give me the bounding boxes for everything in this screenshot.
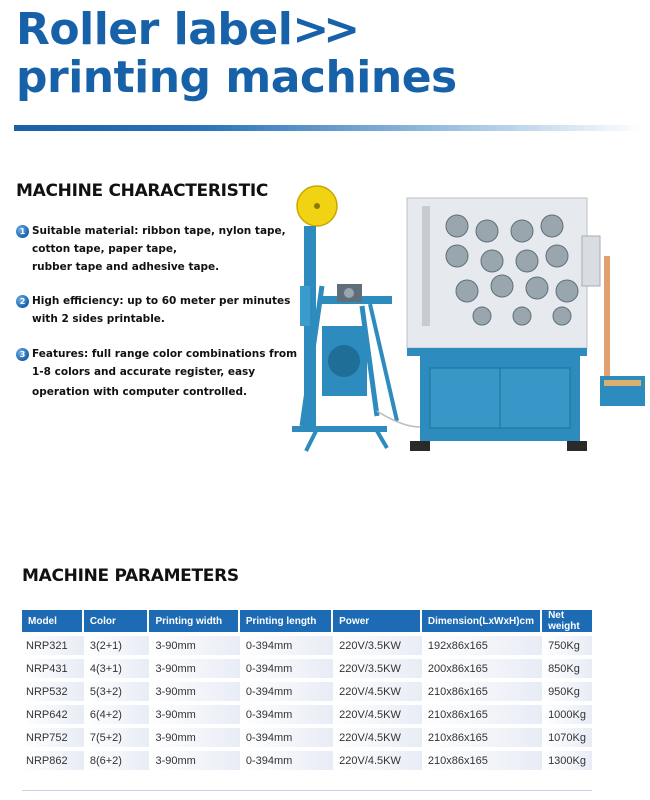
table-cell: 0-394mm xyxy=(240,659,333,678)
table-cell: 210x86x165 xyxy=(422,682,542,701)
table-row xyxy=(22,659,592,678)
table-cell: 220V/4.5KW xyxy=(333,751,422,770)
table-row xyxy=(22,728,592,747)
feature-line: Suitable material: ribbon tape, nylon tape, xyxy=(32,225,286,237)
table-cell: 0-394mm xyxy=(240,636,333,655)
title-line-1 xyxy=(16,6,457,54)
feature-line: with 2 sides printable. xyxy=(32,313,165,325)
table-cell: 192x86x165 xyxy=(422,636,542,655)
feature-line: Features: full range color combinations from xyxy=(32,348,298,360)
table-cell: 3-90mm xyxy=(149,728,239,747)
feature-line: High efficiency: up to 60 meter per minutes xyxy=(32,295,291,307)
table-cell: 3-90mm xyxy=(149,659,239,678)
table-cell: 850Kg xyxy=(542,659,592,678)
machine-illustration xyxy=(282,176,648,458)
feature-line: 1-8 colors and accurate register, easy xyxy=(32,366,256,378)
table-cell: 220V/4.5KW xyxy=(333,728,422,747)
table-row xyxy=(22,636,592,655)
parameters-table xyxy=(22,606,592,774)
table-cell: NRP752 xyxy=(22,728,84,747)
parameters-heading: MACHINE PARAMETERS xyxy=(22,566,239,586)
column-header: Printing width xyxy=(149,610,239,632)
table-cell: NRP862 xyxy=(22,751,84,770)
table-cell: 210x86x165 xyxy=(422,728,542,747)
printing-unit xyxy=(407,198,645,451)
table-cell: 950Kg xyxy=(542,682,592,701)
page-title xyxy=(16,6,457,102)
table-cell: 0-394mm xyxy=(240,728,333,747)
table-row xyxy=(22,705,592,724)
bottom-divider xyxy=(22,790,592,791)
table-cell: 3-90mm xyxy=(149,682,239,701)
table-cell: NRP321 xyxy=(22,636,84,655)
table-cell: 3-90mm xyxy=(149,705,239,724)
unwind-stand xyxy=(292,186,397,451)
table-cell: 1070Kg xyxy=(542,728,592,747)
table-cell: 0-394mm xyxy=(240,705,333,724)
table-cell: 1000Kg xyxy=(542,705,592,724)
number-badge-icon: 2 xyxy=(16,295,29,308)
table-cell: 3-90mm xyxy=(149,751,239,770)
column-header: Power xyxy=(333,610,422,632)
title-underline-bar xyxy=(14,125,644,131)
table-cell: NRP431 xyxy=(22,659,84,678)
table-cell: 0-394mm xyxy=(240,682,333,701)
title-text-1: Roller label xyxy=(16,4,293,55)
double-chevron-icon: >> xyxy=(292,4,355,55)
table-cell: 6(4+2) xyxy=(84,705,150,724)
column-header: Net weight xyxy=(542,610,592,632)
column-header: Model xyxy=(22,610,84,632)
feature-line: operation with computer controlled. xyxy=(32,386,248,398)
column-header: Color xyxy=(84,610,150,632)
table-cell: 210x86x165 xyxy=(422,705,542,724)
feature-line: rubber tape and adhesive tape. xyxy=(32,261,220,273)
table-cell: 3(2+1) xyxy=(84,636,150,655)
table-header-row xyxy=(22,610,592,632)
number-badge-icon: 3 xyxy=(16,348,29,361)
number-badge-icon: 1 xyxy=(16,225,29,238)
table-cell: NRP532 xyxy=(22,682,84,701)
table-cell: 220V/4.5KW xyxy=(333,682,422,701)
feature-line: cotton tape, paper tape, xyxy=(32,243,178,255)
table-row xyxy=(22,682,592,701)
table-cell: 200x86x165 xyxy=(422,659,542,678)
table-cell: 8(6+2) xyxy=(84,751,150,770)
table-cell: 5(3+2) xyxy=(84,682,150,701)
table-cell: 220V/4.5KW xyxy=(333,705,422,724)
table-cell: NRP642 xyxy=(22,705,84,724)
table-cell: 750Kg xyxy=(542,636,592,655)
title-line-2: printing machines xyxy=(16,52,457,103)
table-cell: 4(3+1) xyxy=(84,659,150,678)
table-cell: 7(5+2) xyxy=(84,728,150,747)
table-cell: 1300Kg xyxy=(542,751,592,770)
table-cell: 210x86x165 xyxy=(422,751,542,770)
table-cell: 0-394mm xyxy=(240,751,333,770)
characteristic-heading: MACHINE CHARACTERISTIC xyxy=(16,181,269,201)
table-row xyxy=(22,751,592,770)
table-cell: 220V/3.5KW xyxy=(333,659,422,678)
table-cell: 220V/3.5KW xyxy=(333,636,422,655)
table-cell: 3-90mm xyxy=(149,636,239,655)
column-header: Dimension(LxWxH)cm xyxy=(422,610,542,632)
column-header: Printing length xyxy=(240,610,333,632)
